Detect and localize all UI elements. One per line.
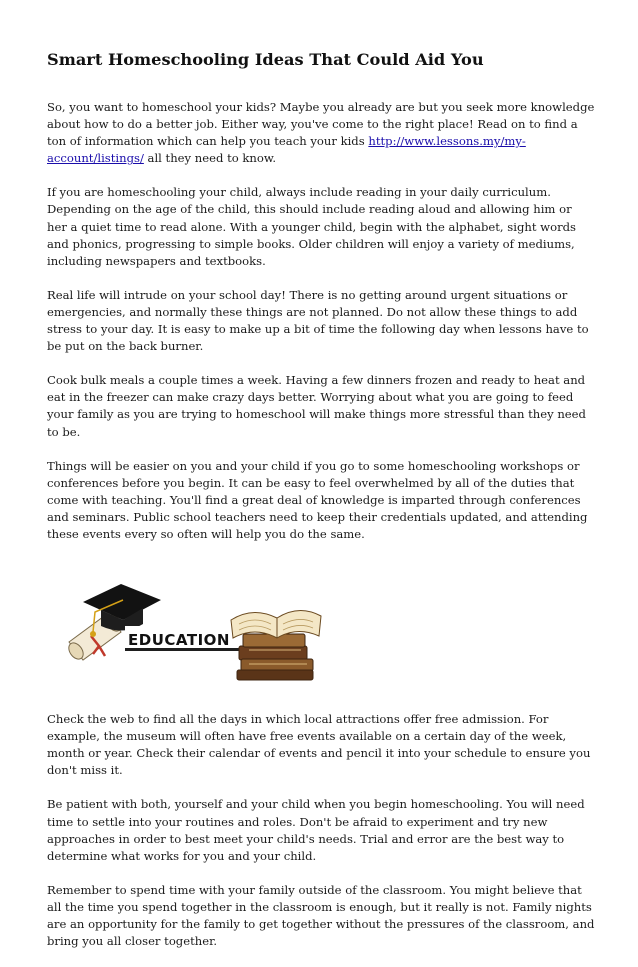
article-body	[47, 99, 595, 967]
page-title: Smart Homeschooling Ideas That Could Aid You	[47, 50, 484, 69]
education-illustration	[63, 576, 323, 682]
paragraph-family-time: Remember to spend time with your family outside of the classroom. You might believe that all the time you spend together in the classroom is enough, but it really is not. Family nights are an opportunity for the family to get together without the pressures of the classroom, and bring you all closer together.	[47, 882, 595, 949]
paragraph-free-admission: Check the web to find all the days in which local attractions offer free admission. For example, the museum will often have free events available on a certain day of the week, month or year. Check their calendar of events and pencil it into your schedule to ensure you don't miss it.	[47, 712, 591, 778]
paragraph-reading: If you are homeschooling your child, always include reading in your daily curriculum. Depending on the age of the child, this should include reading aloud and allowing him or her a quiet time to read alone. With a younger child, begin with the alphabet, sight words and phonics, progressing to simple books. Older children will enjoy a variety of mediums, including newspapers and textbooks.	[47, 185, 576, 268]
paragraph-patience: Be patient with both, yourself and your child when you begin homeschooling. You will need time to settle into your routines and roles. Don't be afraid to experiment and try new approaches in order to best meet your child's needs. Trial and error are the best way to determine what works for you and your child.	[47, 797, 585, 863]
paragraph-bulk-meals: Cook bulk meals a couple times a week. Having a few dinners frozen and ready to heat and eat in the freezer can make crazy days better. Worrying about what you are going to feed your family as you are trying to homeschool will make things more stressful than they need to be.	[47, 373, 586, 439]
intro-text-before: So, you want to homeschool your kids? Maybe you already are but you seek more knowledge about how to do a better job. Either way, you've come to the right place! Read on to find a ton of information which can help you teach your kids	[47, 100, 595, 149]
listings-link[interactable]: http://www.lessons.my/my-account/listings/	[47, 134, 526, 166]
education-banner-text: EDUCATION	[128, 631, 230, 650]
intro-text-after: all they need to know.	[143, 151, 277, 166]
paragraph-workshops: Things will be easier on you and your child if you go to some homeschooling workshops or conferences before you begin. It can be easy to feel overwhelmed by all of the duties that come with teaching. You'll find a great deal of knowledge is imparted through conferences and seminars. Public school teachers need to keep their credentials updated, and attending these events every so often will help you do the same.	[47, 458, 588, 541]
education-image	[47, 576, 595, 682]
intro-paragraph	[47, 99, 595, 167]
books-stack-icon	[231, 611, 321, 681]
paragraph-real-life: Real life will intrude on your school day! There is no getting around urgent situations or emergencies, and normally these things are not planned. Do not allow these things to add stress to your day. It is easy to make up a bit of time the following day when lessons have to be put on the back burner.	[47, 287, 589, 354]
